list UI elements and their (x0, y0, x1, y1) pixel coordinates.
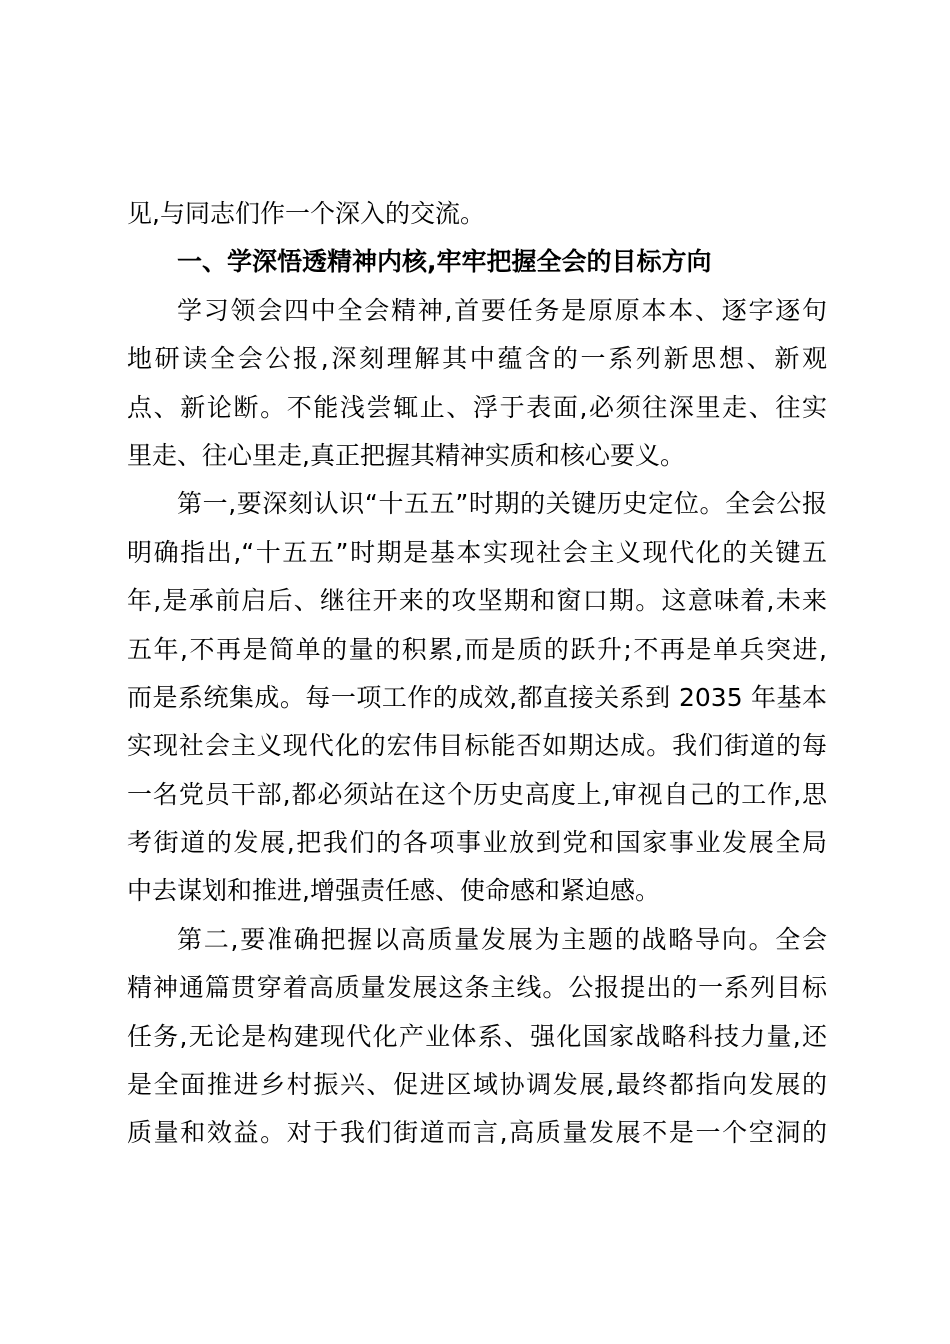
text-line: 任务,无论是构建现代化产业体系、强化国家战略科技力量,还 (127, 1021, 827, 1051)
text-line: 实现社会主义现代化的宏伟目标能否如期达成。我们街道的每 (127, 731, 827, 761)
text-line: 考街道的发展,把我们的各项事业放到党和国家事业发展全局 (127, 828, 827, 858)
text-line: 学习领会四中全会精神,首要任务是原原本本、逐字逐句 (177, 295, 827, 325)
document-body (127, 190, 827, 1158)
text-line: 是全面推进乡村振兴、促进区域协调发展,最终都指向发展的 (127, 1070, 827, 1100)
text-line: 地研读全会公报,深刻理解其中蕴含的一系列新思想、新观 (127, 344, 827, 374)
text-line: 点、新论断。不能浅尝辄止、浮于表面,必须往深里走、往实 (127, 392, 827, 422)
text-line: 第二,要准确把握以高质量发展为主题的战略导向。全会 (177, 924, 827, 954)
text-line: 五年,不再是简单的量的积累,而是质的跃升;不再是单兵突进, (127, 634, 827, 664)
text-line: 第一,要深刻认识“十五五”时期的关键历史定位。全会公报 (177, 489, 827, 519)
text-line: 中去谋划和推进,增强责任感、使命感和紧迫感。 (127, 876, 660, 906)
text-line: 里走、往心里走,真正把握其精神实质和核心要义。 (127, 440, 685, 470)
text-line: 见,与同志们作一个深入的交流。 (127, 199, 485, 228)
text-line: 年,是承前启后、继往开来的攻坚期和窗口期。这意味着,未来 (127, 586, 827, 616)
text-line: 精神通篇贯穿着高质量发展这条主线。公报提出的一系列目标 (127, 973, 827, 1003)
text-line: 质量和效益。对于我们街道而言,高质量发展不是一个空洞的 (127, 1118, 827, 1148)
section-heading: 一、学深悟透精神内核,牢牢把握全会的目标方向 (177, 247, 712, 277)
text-line: 而是系统集成。每一项工作的成效,都直接关系到 2035 年基本 (127, 682, 827, 712)
text-line: 一名党员干部,都必须站在这个历史高度上,审视自己的工作,思 (127, 779, 827, 809)
text-line: 明确指出,“十五五”时期是基本实现社会主义现代化的关键五 (127, 537, 827, 567)
